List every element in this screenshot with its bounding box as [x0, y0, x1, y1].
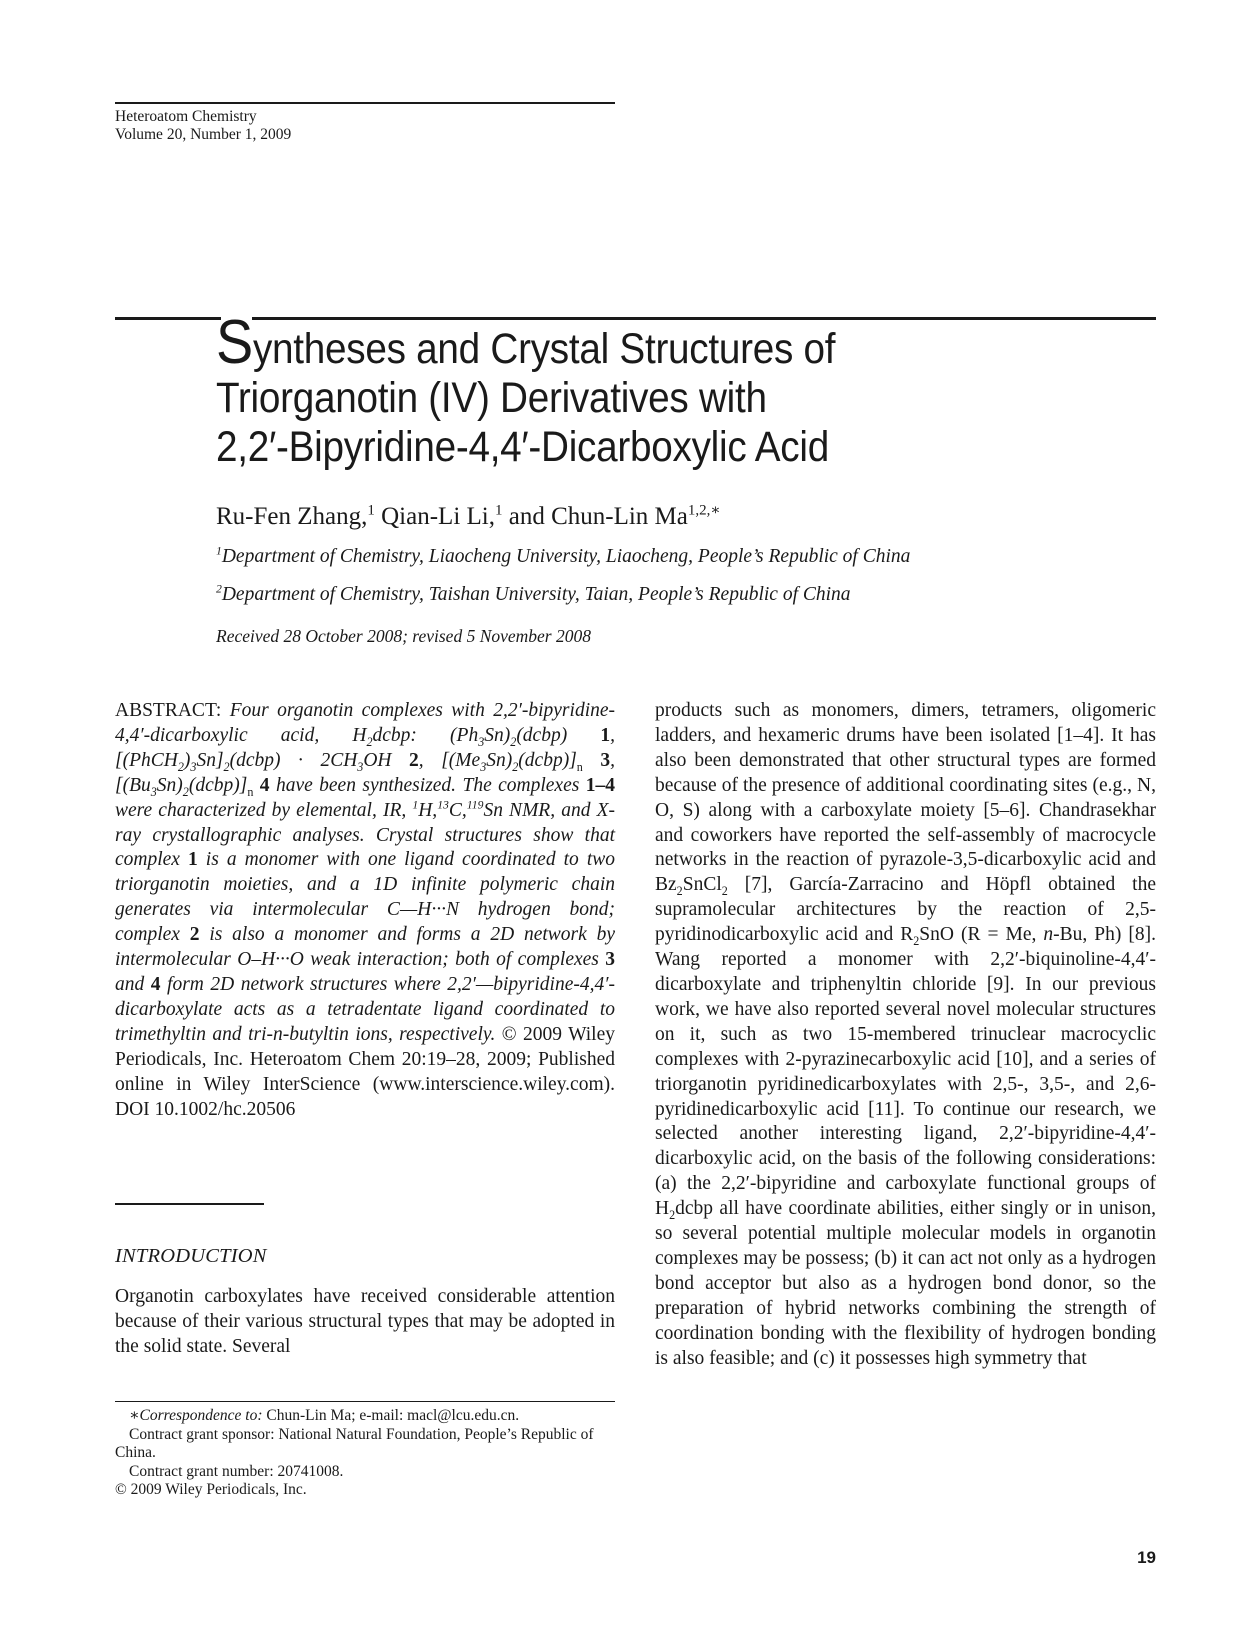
author-name: Qian-Li Li,	[381, 503, 495, 530]
affiliation-2	[216, 584, 851, 606]
title-rule-left	[115, 317, 221, 320]
article-title	[216, 308, 1062, 472]
journal-name: Heteroatom Chemistry	[115, 108, 257, 125]
affiliation-text: Department of Chemistry, Liaocheng University, Liaocheng, People’s Republic of China	[221, 546, 911, 567]
affiliation-mark: 2	[216, 582, 222, 596]
received-dates: Received 28 October 2008; revised 5 November 2008	[216, 626, 591, 646]
footnote-sponsor: Contract grant sponsor: National Natural Foundation, People’s Republic of China.	[115, 1425, 594, 1462]
author-affiliation-mark: 1	[367, 502, 375, 519]
author-affiliation-mark: 1,2,∗	[687, 502, 721, 519]
correspondence-contact: Chun-Lin Ma; e-mail: macl@lcu.edu.cn.	[266, 1407, 520, 1424]
abstract-copyright: © 2009 Wiley Periodicals, Inc. Heteroatom Chem 20:19–28, 2009; Published online in Wiley InterScience (www.interscience.wiley.com). DOI 10.1002/hc.20506	[115, 1023, 616, 1120]
title-line-2: Triorganotin (IV) Derivatives with	[216, 374, 767, 422]
footnotes	[115, 1407, 615, 1500]
author-list	[216, 502, 721, 532]
journal-volume: Volume 20, Number 1, 2009	[115, 126, 292, 143]
title-line-1: yntheses and Crystal Structures of	[252, 325, 836, 373]
abstract-label: ABSTRACT:	[115, 700, 222, 721]
author-name: and Chun-Lin Ma	[508, 503, 688, 530]
running-head	[115, 108, 291, 144]
abstract	[115, 699, 615, 1122]
affiliation-1	[216, 546, 910, 568]
title-drop-letter: S	[216, 308, 253, 377]
abstract-body: Four organotin complexes with 2,2′-bipyridine-4,4′-dicarboxylic acid, $H_2dcbp$: $(Ph_3Sn)_2(dcbp)$ 1, $[(PhCH_2)_3Sn]_2(dcbp) \cdot 2CH_3OH$ 2, $[(Me_3Sn)_2(dcbp)]_n$ 3, $[(Bu_3Sn)_2(dcbp)]_n$ 4 have been synthesized. The complexes 1–4 were characterized by elemental, IR, $^1$H,$^{13}$C,$^{119}$Sn NMR, and X-ray crystallographic analyses. Crystal structures show that complex 1 is a monomer with one ligand coordinated to two triorganotin moieties, and a 1D infinite polymeric chain generates via intermolecular C—H···N hydrogen bond; complex 2 is also a monomer and forms a 2D network by intermolecular O–H···O weak interaction; both of complexes 3 and 4 form 2D network structures where 2,2′—bipyridine-4,4′-dicarboxylate acts as a tetradentate ligand coordinated to trimethyltin and tri-n-butyltin ions, respectively.	[115, 700, 616, 1045]
section-heading-introduction: INTRODUCTION	[115, 1245, 267, 1267]
footnote-copyright: © 2009 Wiley Periodicals, Inc.	[115, 1481, 307, 1499]
introduction-text: Organotin carboxylates have received considerable attention because of their various structural types that may be adopted in the solid state. Several	[115, 1286, 615, 1357]
abstract-end-rule	[115, 1203, 264, 1205]
footnote-rule	[115, 1401, 615, 1402]
title-line-3: 2,2′-Bipyridine-4,4′-Dicarboxylic Acid	[216, 423, 829, 471]
affiliation-text: Department of Chemistry, Taishan University, Taian, People’s Republic of China	[221, 584, 851, 605]
affiliation-mark: 1	[216, 544, 222, 558]
author-name: Ru-Fen Zhang,	[216, 503, 368, 530]
running-head-rule	[115, 102, 615, 104]
body-text-right-column: products such as monomers, dimers, tetramers, oligomeric ladders, and hexameric drums have been isolated [1–4]. It has also been demonstrated that other structural types are formed because of the presence of additional coordinating sites (e.g., N, O, S) along with a carboxylate moiety [5–6]. Chandrasekhar and coworkers have reported the self-assembly of macrocycle networks in the reaction of pyrazole-3,5-dicarboxylic acid and $Bz_2SnCl_2$ [7], García-Zarracino and Höpfl obtained the supramolecular architectures by the reaction of 2,5-pyridinodicarboxylic acid and $R_2SnO$ (R = Me, n-Bu, Ph) [8]. Wang reported a monomer with 2,2′-biquinoline-4,4′-dicarboxylate and triphenyltin chloride [9]. In our previous work, we have also reported several novel molecular structures on it, such as two 15-membered trinuclear macrocyclic complexes with 2-pyrazinecarboxylic acid [10], and a series of triorganotin pyridinedicarboxylates with 2,5-, 3,5-, and 2,6-pyridinedicarboxylic acid [11]. To continue our research, we selected another interesting ligand, 2,2′-bipyridine-4,4′-dicarboxylic acid, on the basis of the following considerations: (a) the 2,2′-bipyridine and carboxylate functional groups of $H_2dcbp$ all have coordinate abilities, either singly or in unison, so several potential multiple molecular models in organotin complexes may be possess; (b) it can act not only as a hydrogen bond acceptor but also as a hydrogen bond donor, so the preparation of hybrid networks combining the strength of coordination bonding with the flexibility of hydrogen bonding is also feasible; and (c) it possesses high symmetry that	[655, 700, 1156, 1369]
footnote-correspondence	[115, 1407, 615, 1426]
footnote-grant: Contract grant number: 20741008.	[129, 1462, 344, 1480]
page-number: 19	[1137, 1548, 1156, 1567]
correspondence-label: ∗Correspondence to:	[129, 1407, 263, 1424]
author-affiliation-mark: 1	[494, 502, 503, 519]
